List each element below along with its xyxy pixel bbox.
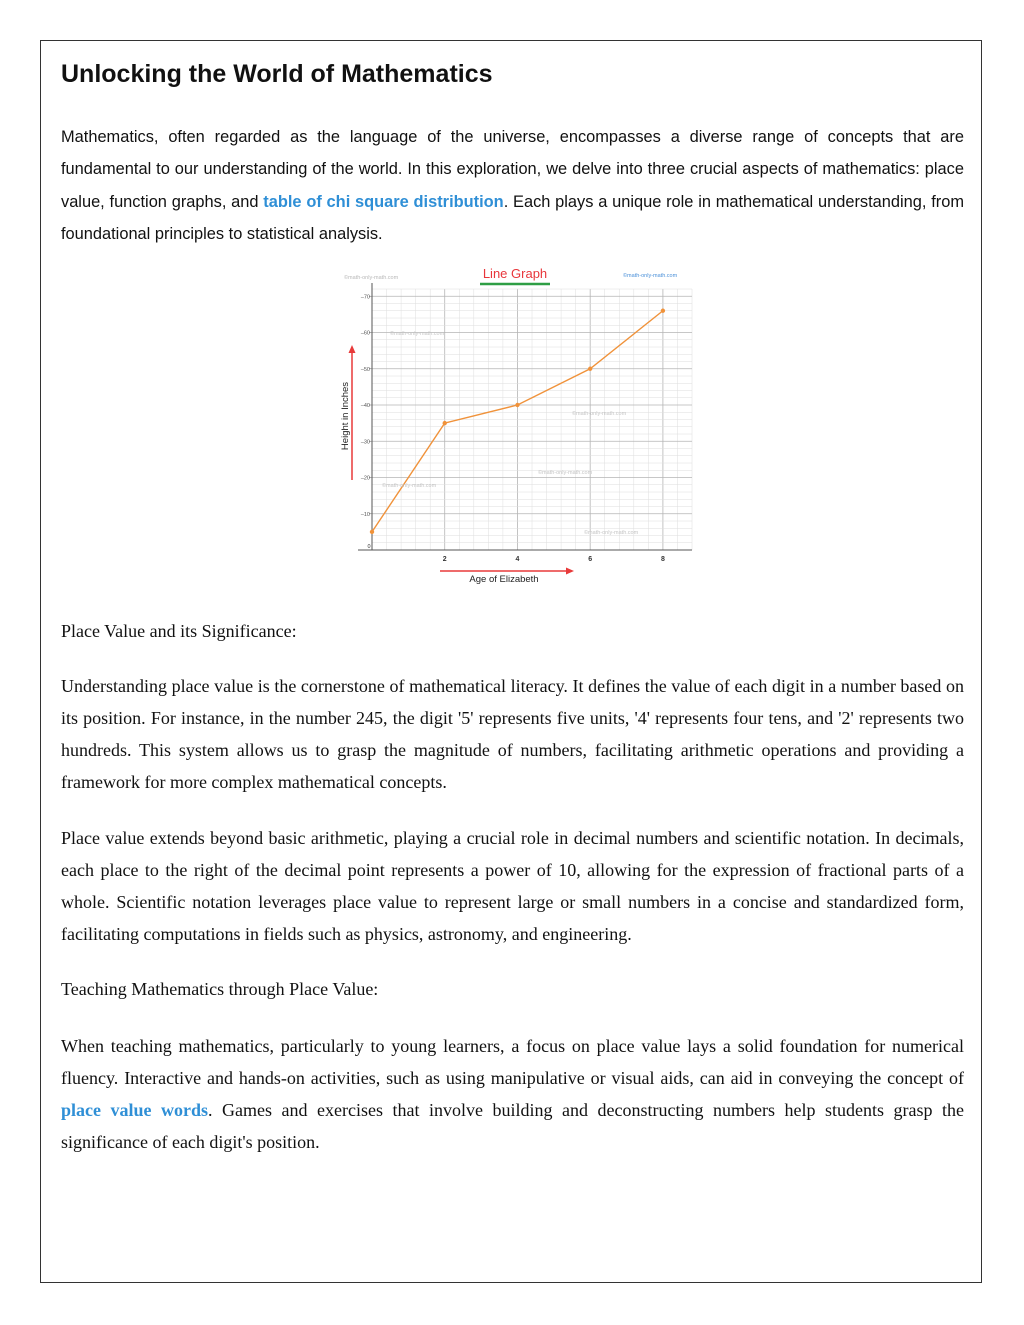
- y-tick-label: –30: [360, 439, 370, 446]
- chart-grid: [372, 289, 692, 550]
- watermark-grid-4: ©math-only-math.com: [382, 483, 437, 489]
- x-axis-label: Age of Elizabeth: [469, 574, 539, 585]
- chi-square-table-link[interactable]: table of chi square distribution: [263, 192, 504, 211]
- intro-text-after-link: . Each plays a unique role in mathematical understanding, from foundational principles to statistical analysis.: [61, 192, 964, 243]
- data-point: [370, 530, 374, 534]
- place-value-paragraph-2: Place value extends beyond basic arithmetic, playing a crucial role in decimal numbers and scientific notation. In decimals, each place to the right of the decimal point represents a power of 10, allowing for the expression of fractional parts of a whole. Scientific notation leverages place value to represent large or small numbers in a concise and standardized form, facilitating computations in fields such as physics, astronomy, and engineering.: [61, 828, 964, 944]
- chart-title: Line Graph: [482, 266, 548, 281]
- data-point: [588, 367, 592, 371]
- chart-axes: [358, 283, 692, 550]
- y-tick-label: –20: [360, 475, 370, 482]
- y-tick-label: –50: [360, 366, 370, 373]
- data-point: [443, 421, 447, 425]
- x-tick-label: 0: [367, 544, 371, 550]
- teaching-text-before-link: When teaching mathematics, particularly to young learners, a focus on place value lays a solid foundation for numerical fluency. Interactive and hands-on activities, such as using manipulative or visual aids, can aid in conveying the concept of: [61, 1036, 964, 1088]
- x-tick-label: 8: [660, 556, 665, 563]
- data-point: [661, 309, 665, 313]
- watermark-grid-5: ©math-only-math.com: [584, 530, 639, 536]
- y-axis-label: Height in Inches: [340, 381, 351, 451]
- x-tick-label: 2: [442, 556, 447, 563]
- place-value-words-link[interactable]: place value words: [61, 1100, 209, 1120]
- section-heading-place-value: Place Value and its Significance:: [61, 621, 297, 641]
- page-title: Unlocking the World of Mathematics: [61, 60, 493, 88]
- x-tick-label: 6: [588, 556, 593, 563]
- watermark-left: ©math-only-math.com: [344, 275, 399, 281]
- x-axis-arrowhead: [566, 568, 574, 575]
- y-axis-arrowhead: [349, 345, 356, 353]
- x-tick-label: 4: [515, 556, 520, 563]
- intro-paragraph: [61, 121, 964, 250]
- data-point: [515, 403, 519, 407]
- y-tick-label: –60: [360, 330, 370, 337]
- watermark-grid-1: ©math-only-math.com: [390, 331, 445, 337]
- watermark-grid-2: ©math-only-math.com: [572, 411, 627, 417]
- line-graph-figure: [328, 258, 700, 590]
- y-tick-label: –10: [360, 511, 370, 518]
- watermark-right: ©math-only-math.com: [623, 273, 678, 279]
- y-tick-label: –40: [360, 403, 370, 409]
- watermark-grid-3: ©math-only-math.com: [538, 470, 593, 476]
- place-value-paragraph-1: Understanding place value is the cornerstone of mathematical literacy. It defines the value of each digit in a number based on its position. For instance, in the number 245, the digit '5' represents five units, '4' represents four tens, and '2' represents two hundreds. This system allows us to grasp the magnitude of numbers, facilitating arithmetic operations and providing a framework for more complex mathematical concepts.: [61, 676, 964, 792]
- teaching-text-after-link: . Games and exercises that involve building and deconstructing numbers help students grasp the significance of each digit's position.: [61, 1100, 965, 1152]
- intro-text-before-link: Mathematics, often regarded as the language of the universe, encompasses a diverse range of concepts that are fundamental to our understanding of the world. In this exploration, we delve into three crucial aspects of mathematics: place value, function graphs, and: [61, 128, 964, 211]
- y-tick-label: –70: [360, 294, 370, 301]
- teaching-paragraph: [61, 1030, 964, 1158]
- section-heading-teaching: Teaching Mathematics through Place Value:: [61, 979, 379, 999]
